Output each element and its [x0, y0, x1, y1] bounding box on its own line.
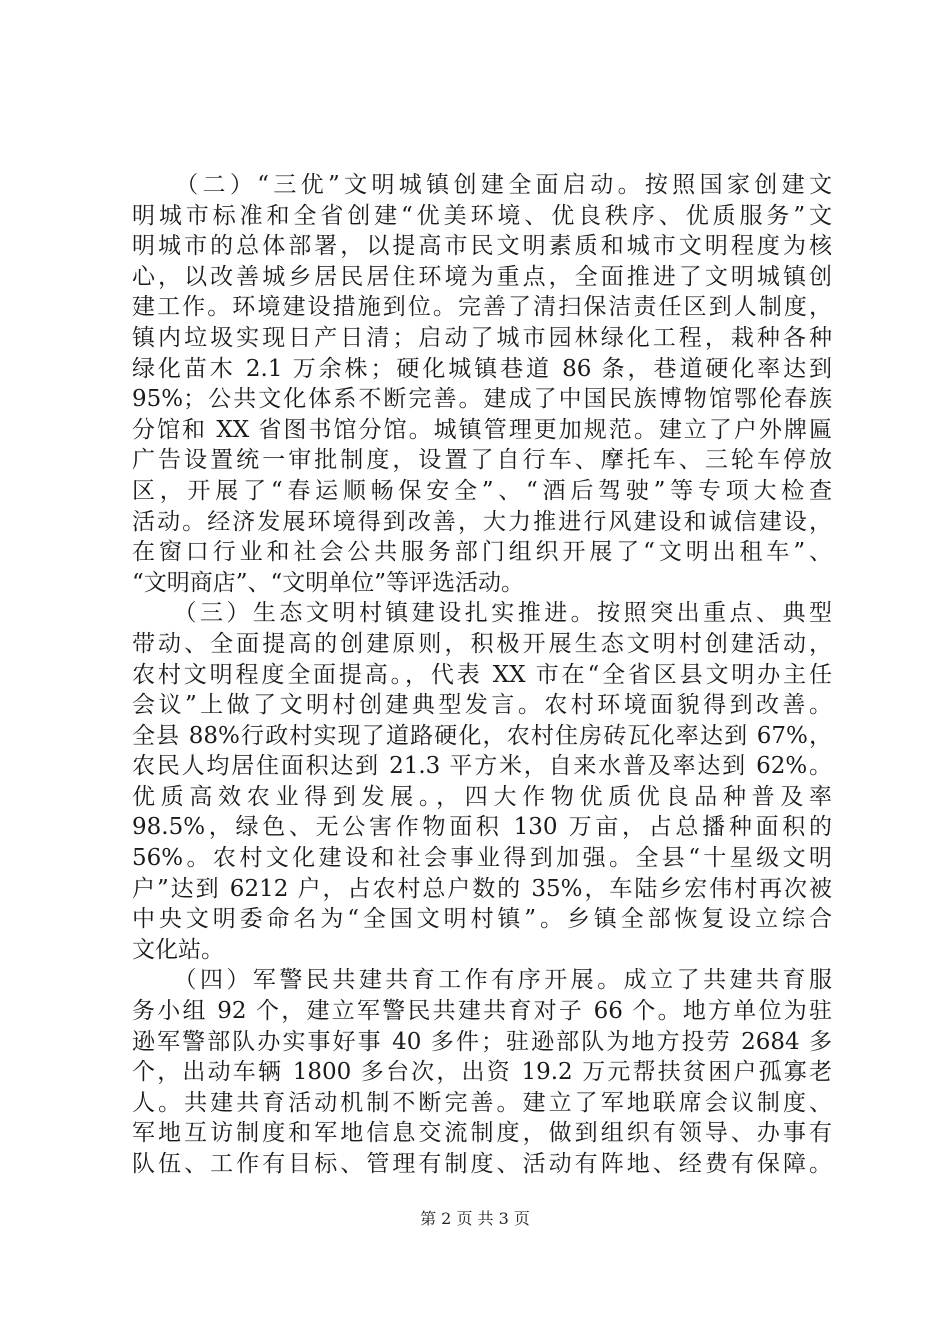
text-line: 98.5%，绿色、无公害作物面积 130 万亩，占总播种面积的 — [132, 814, 832, 841]
paragraph-three-excellence-towns — [132, 170, 832, 598]
text-line: 镇内垃圾实现日产日清；启动了城市园林绿化工程，栽种各种 — [132, 324, 832, 351]
text-line: 逊军警部队办实事好事 40 多件；驻逊部队为地方投劳 2684 多 — [132, 1028, 832, 1055]
text-line: 农村文明程度全面提高。，代表 XX 市在“全省区县文明办主任 — [132, 661, 832, 688]
paragraph-ecological-villages — [132, 598, 832, 965]
text-line: 56%。农村文化建设和社会事业得到加强。全县“十星级文明 — [132, 845, 832, 872]
text-line: 中央文明委命名为“全国文明村镇”。乡镇全部恢复设立综合 — [132, 906, 832, 933]
text-line: 广告设置统一审批制度，设置了自行车、摩托车、三轮车停放 — [132, 447, 832, 474]
text-line: （二）“三优”文明城镇创建全面启动。按照国家创建文 — [132, 172, 832, 198]
text-line: 会议”上做了文明村创建典型发言。农村环境面貌得到改善。 — [132, 692, 832, 719]
text-line: 优质高效农业得到发展。，四大作物优质优良品种普及率 — [132, 783, 832, 810]
text-line: 个，出动车辆 1800 多台次，出资 19.2 万元帮扶贫困户孤寡老 — [132, 1059, 832, 1086]
text-line: 务小组 92 个，建立军警民共建共育对子 66 个。地方单位为驻 — [132, 998, 832, 1025]
text-line: 在窗口行业和社会公共服务部门组织开展了“文明出租车”、 — [132, 539, 832, 566]
paragraph-military-civilian — [132, 965, 832, 1179]
text-line: 队伍、工作有目标、管理有制度、活动有阵地、经费有保障。 — [132, 1151, 832, 1177]
document-body — [132, 170, 832, 1180]
text-line: “文明商店”、“文明单位”等评选活动。 — [132, 569, 525, 596]
text-line: 明城市标准和全省创建“优美环境、优良秩序、优质服务”文 — [132, 202, 832, 229]
text-line: 区，开展了“春运顺畅保安全”、“酒后驾驶”等专项大检查 — [132, 477, 832, 504]
text-line: 心，以改善城乡居民居住环境为重点，全面推进了文明城镇创 — [132, 263, 832, 290]
text-line: 建工作。环境建设措施到位。完善了清扫保洁责任区到人制度， — [132, 294, 832, 321]
text-line: 带动、全面提高的创建原则，积极开展生态文明村创建活动， — [132, 630, 832, 657]
text-line: 人。共建共育活动机制不断完善。建立了军地联席会议制度、 — [132, 1089, 832, 1116]
text-line: 全县 88%行政村实现了道路硬化，农村住房砖瓦化率达到 67%， — [132, 722, 832, 749]
text-line: 农民人均居住面积达到 21.3 平方米，自来水普及率达到 62%。 — [132, 753, 832, 780]
text-line: 文化站。 — [132, 936, 224, 963]
text-line: 明城市的总体部署，以提高市民文明素质和城市文明程度为核 — [132, 233, 832, 260]
text-line: 分馆和 XX 省图书馆分馆。城镇管理更加规范。建立了户外牌匾 — [132, 416, 832, 443]
text-line: 军地互访制度和军地信息交流制度，做到组织有领导、办事有 — [132, 1120, 832, 1147]
text-line: （四）军警民共建共育工作有序开展。成立了共建共育服 — [132, 967, 832, 994]
text-line: 绿化苗木 2.1 万余株；硬化城镇巷道 86 条，巷道硬化率达到 — [132, 355, 832, 382]
text-line: （三）生态文明村镇建设扎实推进。按照突出重点、典型 — [132, 600, 832, 627]
page-number-footer: 第 2 页 共 3 页 — [420, 1209, 530, 1228]
text-line: 户”达到 6212 户，占农村总户数的 35%，车陆乡宏伟村再次被 — [132, 875, 832, 902]
text-line: 95%；公共文化体系不断完善。建成了中国民族博物馆鄂伦春族 — [132, 386, 832, 413]
text-line: 活动。经济发展环境得到改善，大力推进行风建设和诚信建设， — [132, 508, 832, 535]
